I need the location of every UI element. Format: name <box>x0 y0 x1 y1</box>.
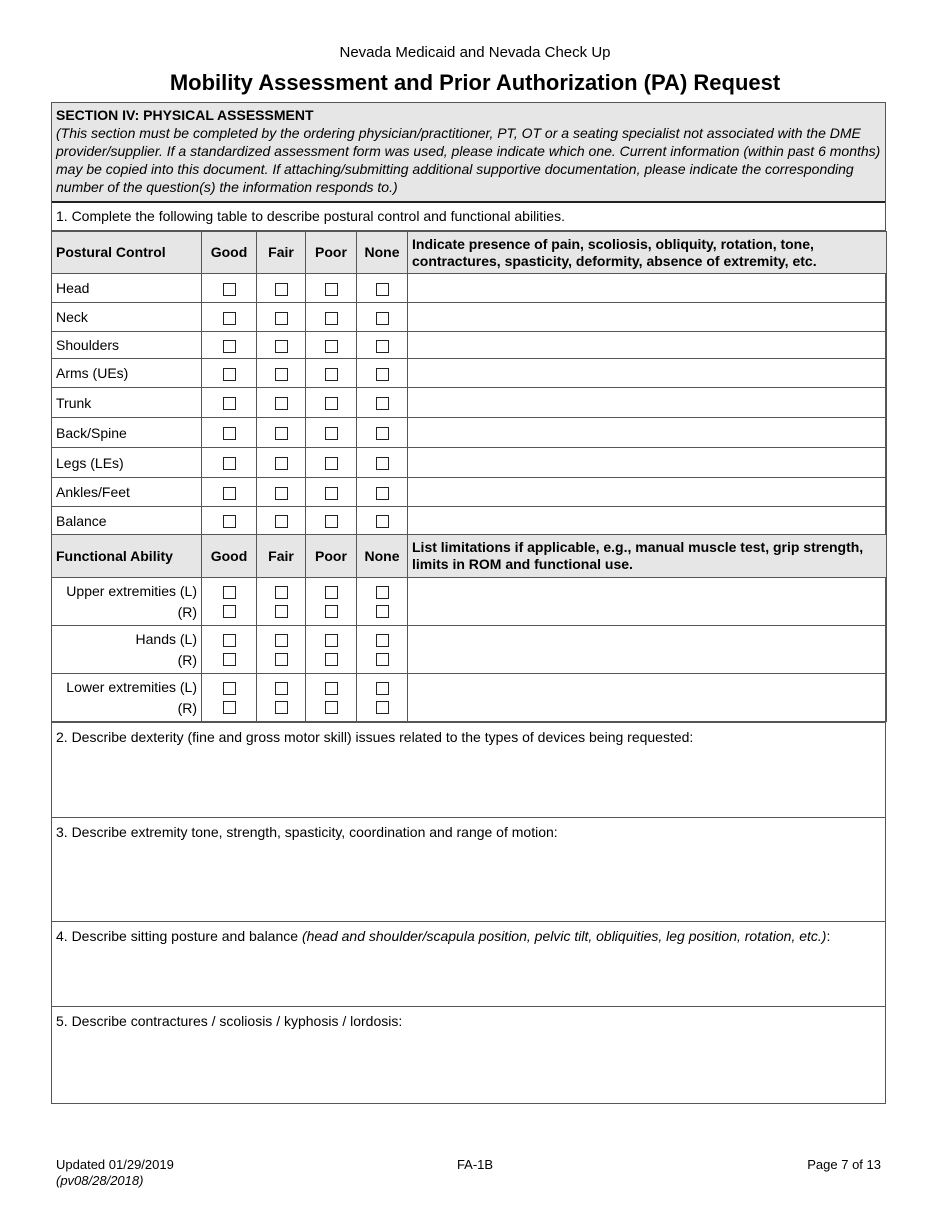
row-label: Trunk <box>52 388 202 418</box>
question-4[interactable] <box>52 921 885 1006</box>
table-row <box>52 274 887 303</box>
rating-cell <box>306 507 357 535</box>
postural-notes-header: Indicate presence of pain, scoliosis, obliquity, rotation, tone, contractures, spasticity, deformity, absence of extremity, etc. <box>408 232 887 274</box>
rating-cell <box>202 674 257 722</box>
rating-cell <box>202 303 257 332</box>
form-title: Mobility Assessment and Prior Authorization (PA) Request <box>169 70 781 95</box>
notes-cell[interactable] <box>408 388 887 418</box>
row-label: Shoulders <box>52 332 202 359</box>
fair-right-checkbox[interactable] <box>275 605 288 618</box>
poor-left-checkbox[interactable] <box>325 634 338 647</box>
fair-checkbox[interactable] <box>275 515 288 528</box>
poor-header: Poor <box>306 535 357 578</box>
fair-left-checkbox[interactable] <box>275 634 288 647</box>
notes-cell[interactable] <box>408 448 887 478</box>
fair-left-checkbox[interactable] <box>275 586 288 599</box>
rating-cell <box>257 274 306 303</box>
table-row <box>52 507 887 535</box>
poor-right-checkbox[interactable] <box>325 653 338 666</box>
notes-cell[interactable] <box>408 274 887 303</box>
right-label: (R) <box>177 651 197 668</box>
none-checkbox[interactable] <box>376 515 389 528</box>
question-4-colon: : <box>826 928 831 944</box>
updated-date: Updated 01/29/2019 <box>56 1157 174 1172</box>
rating-cell <box>306 359 357 388</box>
fair-header: Fair <box>257 535 306 578</box>
good-checkbox[interactable] <box>223 427 236 440</box>
rating-cell <box>202 478 257 507</box>
row-label <box>52 626 202 674</box>
rating-cell <box>306 388 357 418</box>
good-checkbox[interactable] <box>223 283 236 296</box>
rating-cell <box>357 478 408 507</box>
table-row <box>52 626 887 674</box>
none-left-checkbox[interactable] <box>376 682 389 695</box>
row-label: Neck <box>52 303 202 332</box>
question-2[interactable]: 2. Describe dexterity (fine and gross motor skill) issues related to the types of devices being requested: <box>52 722 885 817</box>
row-label: Arms (UEs) <box>52 359 202 388</box>
rating-cell <box>202 418 257 448</box>
row-label: Head <box>52 274 202 303</box>
none-checkbox[interactable] <box>376 427 389 440</box>
poor-header: Poor <box>306 232 357 274</box>
functional-notes-header: List limitations if applicable, e.g., manual muscle test, grip strength, limits in ROM and functional use. <box>408 535 887 578</box>
good-checkbox[interactable] <box>223 515 236 528</box>
poor-right-checkbox[interactable] <box>325 701 338 714</box>
row-label: Back/Spine <box>52 418 202 448</box>
none-checkbox[interactable] <box>376 312 389 325</box>
fair-right-checkbox[interactable] <box>275 701 288 714</box>
right-label: (R) <box>177 603 197 620</box>
none-checkbox[interactable] <box>376 368 389 381</box>
rating-cell <box>357 359 408 388</box>
rating-cell <box>306 626 357 674</box>
functional-ability-header: Functional Ability <box>52 535 202 578</box>
good-checkbox[interactable] <box>223 457 236 470</box>
form-id: FA-1B <box>456 1157 494 1172</box>
table-row <box>52 332 887 359</box>
notes-cell[interactable] <box>408 674 887 722</box>
rating-cell <box>257 388 306 418</box>
none-header: None <box>357 535 408 578</box>
good-checkbox[interactable] <box>223 368 236 381</box>
row-label: Legs (LEs) <box>52 448 202 478</box>
question-5[interactable]: 5. Describe contractures / scoliosis / kyphosis / lordosis: <box>52 1006 885 1103</box>
rating-cell <box>202 626 257 674</box>
rating-cell <box>202 274 257 303</box>
left-label: Upper extremities (L) <box>66 582 197 599</box>
rating-cell <box>357 578 408 626</box>
poor-right-checkbox[interactable] <box>325 605 338 618</box>
rating-cell <box>306 332 357 359</box>
table-row <box>52 674 887 722</box>
table-row <box>52 359 887 388</box>
good-checkbox[interactable] <box>223 340 236 353</box>
rating-cell <box>357 303 408 332</box>
notes-cell[interactable] <box>408 507 887 535</box>
none-right-checkbox[interactable] <box>376 701 389 714</box>
rating-cell <box>306 303 357 332</box>
section-instructions: (This section must be completed by the ordering physician/practitioner, PT, OT or a seating specialist not associated with the DME provider/supplier. If a standardized assessment form was used, please indicate which one. Current information (within past 6 months) may be copied into this document. If attaching/submitting additional supportive documentation, please indicate the corresponding number of the question(s) the information responds to.) <box>56 125 881 195</box>
section-header <box>52 103 885 203</box>
rating-cell <box>202 578 257 626</box>
functional-header-row <box>52 535 887 578</box>
none-right-checkbox[interactable] <box>376 605 389 618</box>
rating-cell <box>306 578 357 626</box>
poor-checkbox[interactable] <box>325 515 338 528</box>
poor-left-checkbox[interactable] <box>325 586 338 599</box>
fair-checkbox[interactable] <box>275 397 288 410</box>
good-header: Good <box>202 535 257 578</box>
poor-checkbox[interactable] <box>325 487 338 500</box>
notes-cell[interactable] <box>408 359 887 388</box>
table-row <box>52 418 887 448</box>
physical-assessment-form <box>51 102 886 1104</box>
good-right-checkbox[interactable] <box>223 701 236 714</box>
rating-cell <box>257 303 306 332</box>
notes-cell[interactable] <box>408 478 887 507</box>
rating-cell <box>306 418 357 448</box>
rating-cell <box>257 626 306 674</box>
row-label <box>52 578 202 626</box>
table-row <box>52 448 887 478</box>
question-1: 1. Complete the following table to describe postural control and functional abilities. <box>52 203 885 231</box>
rating-cell <box>202 448 257 478</box>
good-checkbox[interactable] <box>223 397 236 410</box>
good-right-checkbox[interactable] <box>223 653 236 666</box>
fair-checkbox[interactable] <box>275 312 288 325</box>
poor-checkbox[interactable] <box>325 457 338 470</box>
fair-checkbox[interactable] <box>275 487 288 500</box>
none-checkbox[interactable] <box>376 283 389 296</box>
rating-cell <box>257 478 306 507</box>
rating-cell <box>357 332 408 359</box>
fair-checkbox[interactable] <box>275 340 288 353</box>
section-title: SECTION IV: PHYSICAL ASSESSMENT <box>56 107 314 123</box>
poor-checkbox[interactable] <box>325 312 338 325</box>
fair-checkbox[interactable] <box>275 368 288 381</box>
question-4-hint: (head and shoulder/scapula position, pelvic tilt, obliquities, leg position, rotation, etc.) <box>301 928 827 944</box>
row-label: Ankles/Feet <box>52 478 202 507</box>
left-label: Lower extremities (L) <box>66 678 197 695</box>
rating-cell <box>357 274 408 303</box>
table-row <box>52 303 887 332</box>
poor-checkbox[interactable] <box>325 397 338 410</box>
rating-cell <box>306 448 357 478</box>
good-left-checkbox[interactable] <box>223 586 236 599</box>
rating-cell <box>357 507 408 535</box>
notes-cell[interactable] <box>408 418 887 448</box>
poor-checkbox[interactable] <box>325 368 338 381</box>
notes-cell[interactable] <box>408 332 887 359</box>
fair-checkbox[interactable] <box>275 457 288 470</box>
rating-cell <box>202 507 257 535</box>
good-checkbox[interactable] <box>223 312 236 325</box>
fair-checkbox[interactable] <box>275 283 288 296</box>
none-right-checkbox[interactable] <box>376 653 389 666</box>
question-3[interactable]: 3. Describe extremity tone, strength, spasticity, coordination and range of motion: <box>52 817 885 921</box>
rating-cell <box>357 448 408 478</box>
good-left-checkbox[interactable] <box>223 682 236 695</box>
postural-control-header: Postural Control <box>52 232 202 274</box>
rating-cell <box>357 674 408 722</box>
agency-name: Nevada Medicaid and Nevada Check Up <box>339 44 611 61</box>
fair-header: Fair <box>257 232 306 274</box>
poor-checkbox[interactable] <box>325 427 338 440</box>
none-left-checkbox[interactable] <box>376 634 389 647</box>
none-checkbox[interactable] <box>376 397 389 410</box>
rating-cell <box>257 418 306 448</box>
rating-cell <box>257 448 306 478</box>
fair-right-checkbox[interactable] <box>275 653 288 666</box>
good-checkbox[interactable] <box>223 487 236 500</box>
good-header: Good <box>202 232 257 274</box>
none-checkbox[interactable] <box>376 340 389 353</box>
right-label: (R) <box>177 699 197 716</box>
fair-checkbox[interactable] <box>275 427 288 440</box>
poor-left-checkbox[interactable] <box>325 682 338 695</box>
poor-checkbox[interactable] <box>325 283 338 296</box>
table-row <box>52 388 887 418</box>
good-right-checkbox[interactable] <box>223 605 236 618</box>
none-checkbox[interactable] <box>376 457 389 470</box>
left-label: Hands (L) <box>135 630 197 647</box>
fair-left-checkbox[interactable] <box>275 682 288 695</box>
rating-cell <box>257 359 306 388</box>
rating-cell <box>306 274 357 303</box>
rating-cell <box>306 478 357 507</box>
rating-cell <box>257 332 306 359</box>
assessment-table <box>51 231 887 722</box>
rating-cell <box>257 674 306 722</box>
rating-cell <box>357 388 408 418</box>
rating-cell <box>306 674 357 722</box>
notes-cell[interactable] <box>408 303 887 332</box>
table-row <box>52 478 887 507</box>
rating-cell <box>202 332 257 359</box>
rating-cell <box>357 626 408 674</box>
rating-cell <box>202 388 257 418</box>
none-left-checkbox[interactable] <box>376 586 389 599</box>
none-header: None <box>357 232 408 274</box>
notes-cell[interactable] <box>408 578 887 626</box>
none-checkbox[interactable] <box>376 487 389 500</box>
table-row <box>52 578 887 626</box>
good-left-checkbox[interactable] <box>223 634 236 647</box>
page-number: Page 7 of 13 <box>807 1157 881 1172</box>
poor-checkbox[interactable] <box>325 340 338 353</box>
postural-header-row <box>52 232 887 274</box>
row-label <box>52 674 202 722</box>
previous-version-date: (pv08/28/2018) <box>56 1173 144 1188</box>
row-label: Balance <box>52 507 202 535</box>
notes-cell[interactable] <box>408 626 887 674</box>
rating-cell <box>202 359 257 388</box>
rating-cell <box>257 578 306 626</box>
rating-cell <box>257 507 306 535</box>
rating-cell <box>357 418 408 448</box>
question-4-text: 4. Describe sitting posture and balance <box>56 928 302 944</box>
